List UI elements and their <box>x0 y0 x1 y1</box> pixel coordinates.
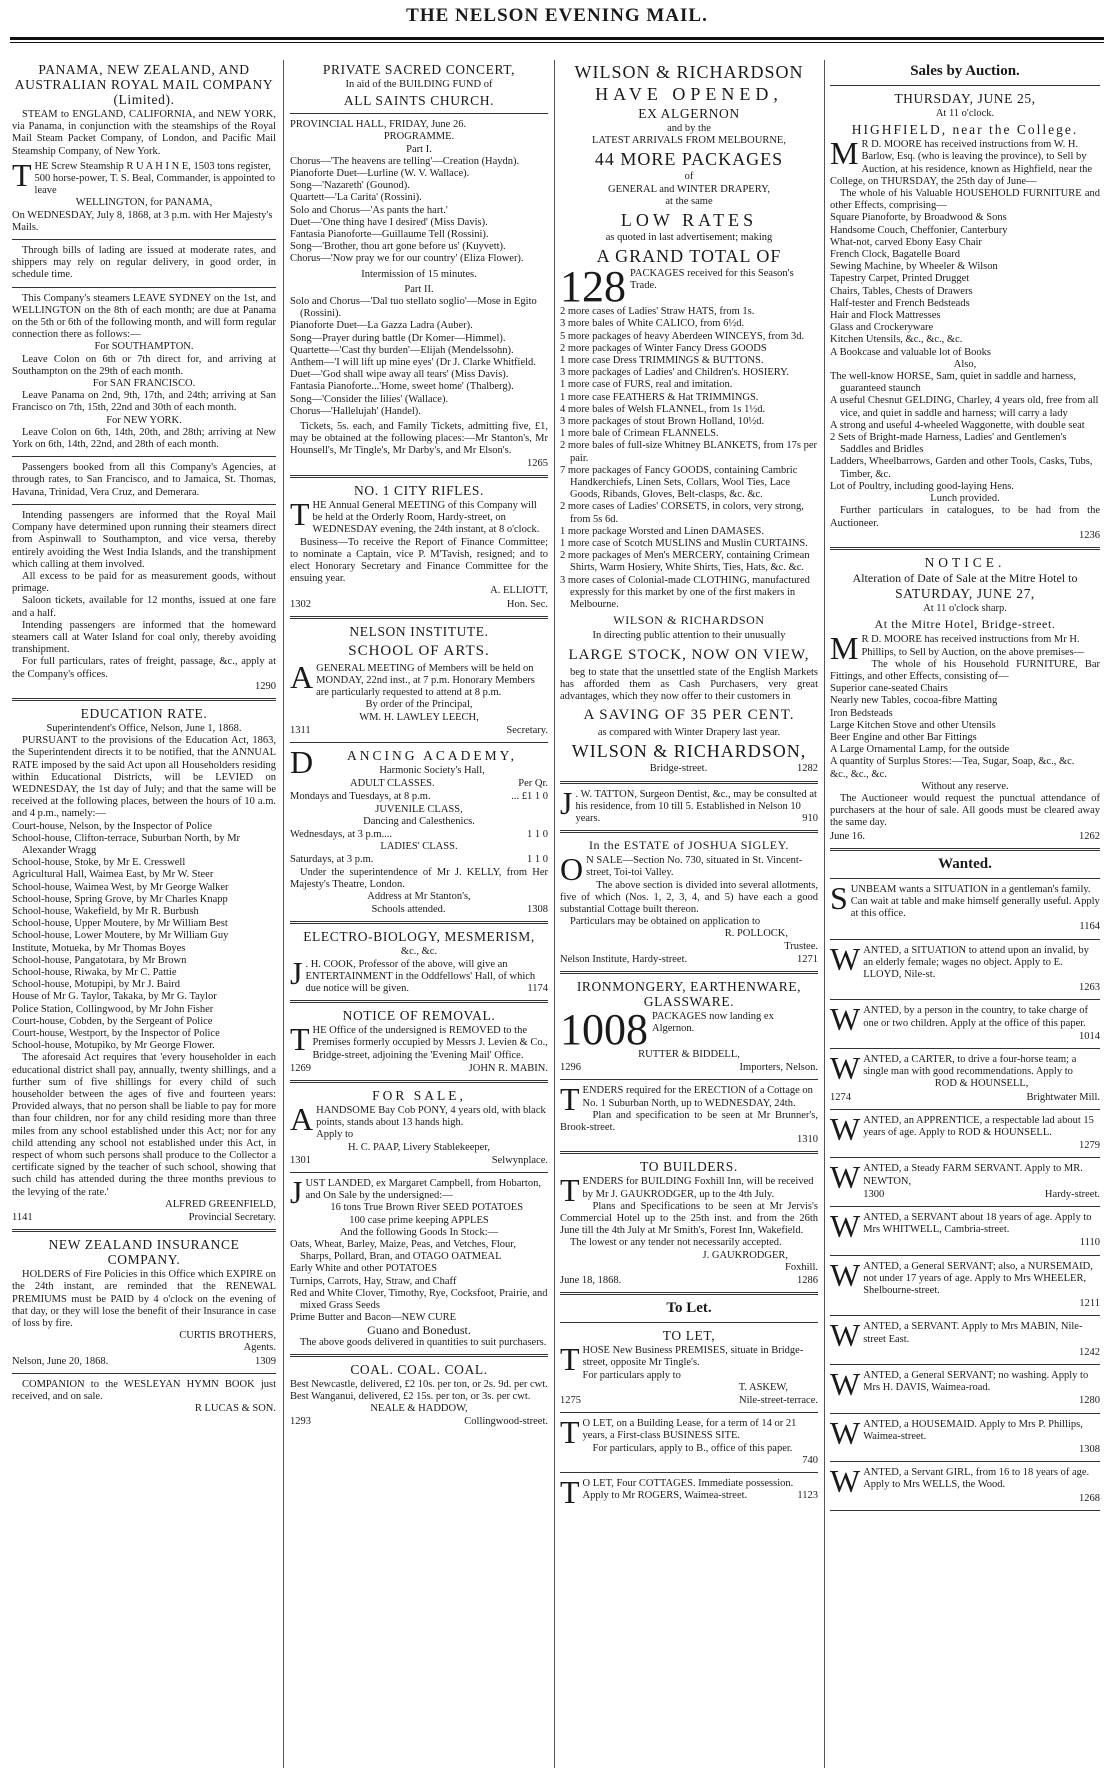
list-item: Court-house, Nelson, by the Inspector of Police <box>12 820 213 832</box>
programme-item: Pianoforte Duet—Lurline (W. V. Wallace). <box>290 168 470 180</box>
coal-ad: COAL. COAL. COAL. Best Newcastle, delivered, £2 10s. per ton, or 2s. 9d. per cwt. Best Wanganui, delivered, £2 15s. per ton, or 3s. per cwt. NEALE & HADDOW, 1293 Collingwood-street. <box>290 1361 548 1428</box>
list-item: 2 more cases of Ladies' CORSETS, in colors, very strong, from 5s 6d. <box>560 501 804 525</box>
royal-mail-ad: PANAMA, NEW ZEALAND, AND AUSTRALIAN ROYAL MAIL COMPANY (Limited). STEAM to ENGLAND, CALIFORNIA, and NEW YORK, via Panama, in conjunction with the steamships of the Royal Mail Steam Packet Company, of London, and Pacific Mail Steamship Company, of New York. THE Screw Steamship R U A H I N E, 1503 tons register, 500 horse-power, T. S. Beal, Commander, is appointed to leave WELLINGTON, for PANAMA, On WEDNESDAY, July 8, 1868, at 3 p.m. with Her Majesty's Mails. Through bills of lading are issued at moderate rates, and shippers may rely on regular delivery, in good order, in schedule time. This Company's steamers LEAVE SYDNEY on the 1st, and WELLINGTON on the 8th of each month; are due at Panama on the 5th or 6th of the following month, and will form regular connection there as follows:— For SOUTHAMPTON. Leave Colon on 6th or 7th direct for, and arriving at Southampton on the 29th of each month. For SAN FRANCISCO. Leave Panama on 2nd, 9th, 17th, and 24th; arriving at San Francisco on 7th, 15th, 22nd and 30th of each month. For NEW YORK. Leave Colon on 6th, 14th, 20th, and 28th; arriving at New York on 6th, 14th, 22nd, and 28th of each month. Passengers booked from all this Company's Agencies, at through rates, to San Francisco, and to Jamaica, St. Thomas, Havana, Trinidad, Vera Cruz, and Demerara. Intending passengers are informed that the Royal Mail Company have determined upon running their steamers direct from Aspinwall to Southampton, and vice versa, thereby entirely avoiding the West India Islands, and the transhipment which calling at them involved. All excess to be paid for as measurement goods, without primage. Saloon tickets, available for 12 months, issued at one fare and a half. Intending passengers are informed that the homeward steamers call at Water Island for coal only, thereby avoiding transhipment. For full particulars, rates of freight, passage, &c., apply at the Company's offices. 1290 <box>12 62 276 692</box>
drop-cap: W <box>830 1256 861 1293</box>
drapery-list <box>560 306 818 611</box>
column-3 <box>560 60 818 1768</box>
tatton-dentist-ad: J . W. TATTON, Surgeon Dentist, &c., may be consulted at his residence, from 10 till 5. Established in Nelson 10 years. 910 <box>560 784 818 824</box>
list-item: Square Pianoforte, by Broadwood & Sons <box>830 212 1007 224</box>
list-item: 3 more packages of stout Brown Holland, 10½d. <box>560 416 765 428</box>
list-item: Glass and Crockeryware <box>830 322 934 334</box>
programme-item: Solo and Chorus—'Dal tuo stellato soglio'—Mose in Egito (Rossini). <box>290 296 537 320</box>
list-item: 2 more bales of full-size Whitney BLANKETS, from 17s per pair. <box>560 440 817 464</box>
wanted-ad: WANTED, a CARTER, to drive a four-horse team; a single man with good recommendations. Apply to ROD & HOUNSELL, 1274 Brightwater Mill. <box>830 1050 1100 1103</box>
drop-cap: W <box>830 1414 861 1451</box>
list-item: 2 more packages of Men's MERCERY, containing Crimean Shirts, Warm Hosiery, White Shirts, Ties, Hats, &c. &c. <box>560 550 810 574</box>
education-rate-ad: EDUCATION RATE. Superintendent's Office, Nelson, June 1, 1868. PURSUANT to the provisions of the Education Act, 1863, the Superintendent directs it to be notified, that the ANNUAL RATE imposed by the said Act upon all Householders residing within Educational Districts, will be LEVIED on WEDNESDAY, the 1st day of July; and that the same will be received at the following places, between the hours of 10 a.m. and 4 p.m., namely:— Court-house, Nelson, by the Inspector of Police School-house, Clifton-terrace, Suburban North, by Mr Alexander Wragg School-house, Stoke, by Mr E. Cresswell Agricultural Hall, Waimea East, by Mr W. Steer School-house, Waimea West, by Mr George Walker School-house, Spring Grove, by Mr Charles Knapp School-house, Wakefield, by Mr R. Burbush School-house, Upper Moutere, by Mr William Best School-house, Lower Moutere, by Mr William Guy Institute, Motueka, by Mr Thomas Boyes School-house, Pangatotara, by Mr Brown School-house, Riwaka, by Mr C. Pattie School-house, Motupipi, by Mr J. Baird House of Mr G. Taylor, Takaka, by Mr G. Taylor Police Station, Collingwood, by Mr John Fisher Court-house, Cobden, by the Sergeant of Police Court-house, Westport, by the Inspector of Police School-house, Motupiko, by Mr George Flower. The aforesaid Act requires that 'every householder in each educational district shall pay, annually, twenty shillings, and a further sum of five shillings for every child of such householder between the ages of five and fourteen years: Provided always, that no person shall be liable to pay for more than four children, nor for any child residing more than three miles from any school established under this Act; nor for any child attending any school not established under this Act, in respect of whom such persons shall produce to the Collector a certificate signed by the teacher of such school, showing that such child has attended during the three months previous to the levying of the rate.' ALFRED GREENFIELD, 1141 Provincial Secretary. <box>12 705 276 1224</box>
list-item: What-not, carved Ebony Easy Chair <box>830 236 982 248</box>
wanted-ad: WANTED, a General SERVANT; no washing. Apply to Mrs H. DAVIS, Waimea-road. 1280 <box>830 1366 1100 1407</box>
wanted-ad: WANTED, a SERVANT. Apply to Mrs MABIN, Nile-street East. 1242 <box>830 1317 1100 1358</box>
city-rifles-ad: NO. 1 CITY RIFLES. THE Annual General MEETING of this Company will be held at the Orderly Room, Hardy-street, on WEDNESDAY evening, the 24th instant, at 8 o'clock. Business—To receive the Report of Finance Committee; to nominate a Captain, vice P. M'Tavish, resigned; and to elect Honorary Secretary and Finance Committee for the ensuing year. A. ELLIOTT, 1302 Hon. Sec. <box>290 482 548 610</box>
drop-cap: W <box>830 1159 861 1196</box>
wanted-ads-list <box>830 879 1100 1511</box>
list-item: A quantity of Surplus Stores:—Tea, Sugar, Soap, &c., &c. <box>830 756 1075 768</box>
list-item: School-house, Spring Grove, by Mr Charles Knapp <box>12 893 228 905</box>
list-item: School-house, Motupipi, by Mr J. Baird <box>12 979 180 991</box>
list-item: Lot of Poultry, including good-laying Hens. <box>830 480 1014 492</box>
wanted-ad: WANTED, a SERVANT about 18 years of age. Apply to Mrs WHITWELL, Cambria-street. 1110 <box>830 1208 1100 1249</box>
ad-heading: WILSON & RICHARDSON <box>574 62 804 82</box>
section-heading: To Let. <box>666 1300 712 1317</box>
list-item: School-house, Upper Moutere, by Mr William Best <box>12 918 228 930</box>
list-item: Court-house, Cobden, by the Sergeant of Police <box>12 1015 213 1027</box>
hymn-book-ad: COMPANION to the WESLEYAN HYMN BOOK just received, and on sale. R LUCAS & SON. <box>12 1378 276 1415</box>
furniture-list <box>830 212 1100 358</box>
building-lease-ad: T O LET, on a Building Lease, for a term of 14 or 21 years, a First-class BUSINESS SITE. For particulars, apply to B., office of this paper. 740 <box>560 1414 818 1466</box>
programme-item: Song—'Nazareth' (Gounod). <box>290 180 410 192</box>
programme-item: Fantasia Pianoforte...'Home, sweet home' (Thalberg). <box>290 381 514 393</box>
list-item: 3 more cases of Colonial-made CLOTHING, manufactured expressly for this market by one of the first makers in Melbourne. <box>560 574 810 611</box>
ad-heading: FOR SALE, <box>372 1088 466 1103</box>
ad-heading: NOTICE OF REMOVAL. <box>342 1008 496 1024</box>
list-item: School-house, Riwaka, by Mr C. Pattie <box>12 967 177 978</box>
wilson-richardson-ad: WILSON & RICHARDSON HAVE OPENED, EX ALGERNON and by the LATEST ARRIVALS FROM MELBOURNE, 44 MORE PACKAGES of GENERAL and WINTER DRAPERY, at the same LOW RATES as quoted in last advertisement; making A GRAND TOTAL OF 128 PACKAGES received for this Season's Trade. 2 more cases of Ladies' Straw HATS, from 1s. 3 more bales of White CALICO, from 6½d. 5 more packages of heavy Aberdeen WINCEYS, from 3d. 2 more packages of Winter Fancy Dress GOODS 1 more case Dress TRIMMINGS & BUTTONS. 3 more packages of Ladies' and Children's. HOSIERY. 1 more case of FURS, real and imitation. 1 more case FEATHERS & Hat TRIMMINGS. 4 more bales of Welsh FLANNEL, from 1s 1½d. 3 more packages of stout Brown Holland, 10½d. 1 more bale of Crimean FLANNELS. 2 more bales of full-size Whitney BLANKETS, from 17s per pair. 7 more packages of Fancy GOODS, containing Cambric Handkerchiefs, Linen Sets, Collars, Wool Ties, Lace Goods, Ribands, Gloves, Belt-clasps, &c. &c. 2 more cases of Ladies' CORSETS, in colors, very strong, from 5s 6d. 1 more package Worsted and Linen DAMASES. 1 more case of Scotch MUSLINS and Muslin CURTAINS. 2 more packages of Men's MERCERY, containing Crimean Shirts, Warm Hosiery, White Shirts, Ties, Hats, &c. &c. 3 more cases of Colonial-made CLOTHING, manufactured expressly for this market by one of the first makers in Melbourne. WILSON & RICHARDSON In directing public attention to their unusually LARGE STOCK, NOW ON VIEW, beg to state that the unsettled state of the English Markets has afforded them as Cash Purchasers, very great advantages, which they now offer to their customers in A SAVING OF 35 PER CENT. as compared with Winter Drapery last year. WILSON & RICHARDSON, Bridge-street. 1282 <box>560 62 818 775</box>
wanted-ad: WANTED, a SITUATION to attend upon an invalid, by an elderly female; wages no object. Apply to E. LLOYD, Nile-st. 1263 <box>830 940 1100 994</box>
list-item: Nearly new Tables, cocoa-fibre Matting <box>830 695 998 707</box>
programme-part-2 <box>290 296 548 418</box>
programme-item: Quartett—'La Carita' (Rossini). <box>290 192 422 204</box>
list-item: Sewing Machine, by Wheeler & Wilson <box>830 261 998 273</box>
drop-cap: W <box>830 1208 861 1245</box>
ad-heading: NELSON INSTITUTE. <box>349 623 489 639</box>
list-item: 5 more packages of heavy Aberdeen WINCEYS, from 3d. <box>560 330 805 342</box>
list-item: School-house, Lower Moutere, by Mr William Guy <box>12 930 229 942</box>
programme-item: Solo and Chorus—'As pants the hart.' <box>290 204 448 216</box>
livestock-list <box>830 371 1100 493</box>
list-item: 2 Sets of Bright-made Harness, Ladies' and Gentlemen's Saddles and Bridles <box>830 432 1067 456</box>
drop-cap: S <box>830 879 848 916</box>
wanted-ad: WANTED, a General SERVANT; also, a NURSEMAID, not under 17 years of age. Apply to Mrs WHEELER, Shelbourne-street. 1211 <box>830 1256 1100 1310</box>
masthead <box>10 2 1104 52</box>
programme-item: Duet—'One thing have I desired' (Miss Davis). <box>290 216 488 228</box>
ad-heading: PANAMA, NEW ZEALAND, AND AUSTRALIAN ROYAL MAIL COMPANY (Limited). <box>14 62 274 107</box>
programme-item: Quartette—'Cast thy burden'—Elijah (Mendelssohn). <box>290 344 514 356</box>
list-item: A strong and useful 4-wheeled Waggonette, with double seat <box>830 419 1085 431</box>
list-item: Half-tester and French Bedsteads <box>830 297 970 309</box>
wanted-section <box>830 856 1100 1516</box>
list-item: 4 more bales of Welsh FLANNEL, from 1s 1½d. <box>560 403 766 415</box>
wanted-ad: WANTED, a HOUSEMAID. Apply to Mrs P. Phillips, Waimea-street. 1308 <box>830 1414 1100 1456</box>
programme-item: Fantasia Pianoforte—Guillaume Tell (Rossini). <box>290 229 489 241</box>
list-item: Large Kitchen Stove and other Utensils <box>830 719 996 731</box>
list-item: 1 more case Dress TRIMMINGS & BUTTONS. <box>560 355 764 367</box>
list-item: Hair and Flock Mattresses <box>830 310 941 322</box>
drop-cap: T <box>12 156 32 193</box>
sacred-concert-ad: PRIVATE SACRED CONCERT, In aid of the BUILDING FUND of ALL SAINTS CHURCH. PROVINCIAL HALL, FRIDAY, June 26. PROGRAMME. Part I. Chorus—'The heavens are telling'—Creation (Haydn). Pianoforte Duet—Lurline (W. V. Wallace). Song—'Nazareth' (Gounod). Quartett—'La Carita' (Rossini). Solo and Chorus—'As pants the hart.' Duet—'One thing have I desired' (Miss Davis). Fantasia Pianoforte—Guillaume Tell (Rossini). Song—'Brother, thou art gone before us' (Kuyvett). Chorus—'Now pray we for our country' (Eliza Flower). Intermission of 15 minutes. Part II. Solo and Chorus—'Dal tuo stellato soglio'—Mose in Egito (Rossini). Pianoforte Duet—La Gazza Ladra (Auber). Song—Prayer during battle (Dr Komer—Himmel). Quartette—'Cast thy burden'—Elijah (Mendelssohn). Anthem—'I will lift up mine eyes' (Dr J. Clarke Whitfield. Duet—'God shall wipe away all tears' (Miss Davis). Fantasia Pianoforte...'Home, sweet home' (Thalberg). Song—'Consider the lilies' (Wallace). Chorus—'Hallelujah' (Handel). Tickets, 5s. each, and Family Tickets, admitting five, £1, may be obtained at the following places:—Mr Stanton's, Mr Hounsell's, Mr Tingle's, Mr Darby's, and Mr Elson's. 1265 <box>290 62 548 469</box>
ad-heading: COAL. COAL. COAL. <box>350 1361 488 1377</box>
wanted-ad: WANTED, an APPRENTICE, a respectable lad about 15 years of age. Apply to ROD & HOUNSELL. 1279 <box>830 1110 1100 1152</box>
list-item: School-house, Wakefield, by Mr R. Burbush <box>12 905 199 917</box>
drop-cap: W <box>830 1366 861 1403</box>
list-item: A Bookcase and valuable lot of Books <box>830 346 991 358</box>
list-item: Police Station, Collingwood, by Mr John Fisher <box>12 1003 214 1015</box>
list-item: House of Mr G. Taylor, Takaka, by Mr G. Taylor <box>12 991 217 1003</box>
list-item: Tapestry Carpet, Printed Drugget <box>830 273 970 285</box>
list-item: Kitchen Utensils, &c., &c., &c. <box>830 334 963 346</box>
list-item: 1 more bale of Crimean FLANNELS. <box>560 428 719 440</box>
ad-heading: In the ESTATE of JOSHUA SIGLEY. <box>588 838 790 853</box>
list-item: Institute, Motueka, by Mr Thomas Boyes <box>12 942 186 954</box>
ironmongery-ad: IRONMONGERY, EARTHENWARE, GLASSWARE. 1008 PACKAGES now landing ex Algernon. RUTTER & BIDDELL, 1296 Importers, Nelson. <box>560 978 818 1074</box>
list-item: French Clock, Bagatelle Board <box>830 249 961 261</box>
sigley-estate-ad: In the ESTATE of JOSHUA SIGLEY. O N SALE—Section No. 730, situated in St. Vincent-street, Toi-toi Valley. The above section is divided into several allotments, five of which (Nos. 1, 2, 3, 4, and 5) have each a good substantial Cottage built thereon. Particulars may be obtained on application to R. POLLOCK, Trustee. Nelson Institute, Hardy-street. 1271 <box>560 838 818 965</box>
list-item: Court-house, Westport, by the Inspector of Police <box>12 1028 220 1040</box>
cottage-tenders-ad: TENDERS required for the ERECTION of a Cottage on No. 1 Suburban North, up to WEDNESDAY, 24th. Plan and specification to be seen at Mr Brunner's, Brook-street. 1310 <box>560 1081 818 1146</box>
list-item: The well-know HORSE, Sam, quiet in saddle and harness, guaranteed staunch <box>830 371 1076 395</box>
masthead-title: THE NELSON EVENING MAIL. <box>406 5 708 26</box>
package-count: 128 <box>560 268 626 307</box>
list-item: 3 more bales of White CALICO, from 6½d. <box>560 318 745 330</box>
drop-cap: W <box>830 1050 861 1086</box>
ad-heading: PRIVATE SACRED CONCERT, <box>322 62 516 77</box>
pony-for-sale-ad: FOR SALE, AHANDSOME Bay Cob PONY, 4 years old, with black points, stands about 13 hands high. Apply to H. C. PAAP, Livery Stablekeeper, 1301 Selwynplace. <box>290 1088 548 1166</box>
drop-cap: W <box>830 940 861 977</box>
column-4 <box>830 60 1100 1768</box>
wanted-ad: SUNBEAM wants a SITUATION in a gentleman's family. Can wait at table and make himself generally useful. Apply at this office. 1164 <box>830 879 1100 933</box>
programme-item: Chorus—'Now pray we for our country' (Eliza Flower). <box>290 253 524 265</box>
nelson-institute-ad: NELSON INSTITUTE. SCHOOL OF ARTS. AGENERAL MEETING of Members will be held on MONDAY, 22nd inst., at 7 p.m. Honorary Members are particularly requested to attend at 8 p.m. By order of the Principal, WM. H. LAWLEY LEECH, 1311 Secretary. <box>290 623 548 736</box>
list-item: Iron Bedsteads <box>830 707 893 719</box>
list-item: 1 more case FEATHERS & Hat TRIMMINGS. <box>560 391 759 403</box>
list-item: Superior cane-seated Chairs <box>830 683 948 695</box>
list-item: School-house, Clifton-terrace, Suburban North, by Mr Alexander Wragg <box>12 832 241 856</box>
drop-cap: W <box>830 1001 861 1038</box>
programme-part-1 <box>290 156 548 266</box>
programme-item: Anthem—'I will lift up mine eyes' (Dr J. Clarke Whitfield. <box>290 357 536 369</box>
ad-heading: NOTICE. <box>924 554 1006 570</box>
column-1 <box>12 60 276 1768</box>
list-item: Handsome Couch, Cheffonier, Canterbury <box>830 224 1008 236</box>
to-builders-ad: TO BUILDERS. TENDERS for BUILDING Foxhill Inn, will be received by Mr J. GAUKRODGER, up to the 4th July. Plans and Specifications to be seen at Mr Jervis's Commercial Hotel up to the 25th inst. and from the 26th June till the 4th July at Mr Smith's, Forest Inn, Wakefield. The lowest or any tender not necessarily accepted. J. GAUKRODGER, Foxhill. June 18, 1868. 1286 <box>560 1159 818 1286</box>
just-landed-ad: JUST LANDED, ex Margaret Campbell, from Hobarton, and On Sale by the undersigned:— 16 tons True Brown River SEED POTATOES 100 case prime keeping APPLES And the following Goods In Stock:— Oats, Wheat, Barley, Maize, Peas, and Vetches, Flour, Sharps, Pollard, Bran, and OTAGO OATMEAL Early White and other POTATOES Turnips, Carrots, Hay, Straw, and Chaff Red and White Clover, Timothy, Rye, Cocksfoot, Prairie, and mixed Grass Seeds Prime Butter and Bacon—NEW CURE Guano and Bonedust. The above goods delivered in quantities to suit purchasers. <box>290 1174 548 1348</box>
electro-biology-ad: ELECTRO-BIOLOGY, MESMERISM, &c., &c. J . H. COOK, Professor of the above, will give an ENTERTAINMENT in the Oddfellows' Hall, of which due notice will be given. 1174 <box>290 929 548 994</box>
section-heading: Wanted. <box>938 855 992 872</box>
list-item: Ladders, Wheelbarrows, Garden and other Tools, Casks, Tubs, Timber, &c. <box>830 456 1093 480</box>
list-item: School-house, Pangatotara, by Mr Brown <box>12 954 187 966</box>
list-item: &c., &c., &c. <box>830 768 887 780</box>
list-item: 2 more packages of Winter Fancy Dress GOODS <box>560 342 767 354</box>
drop-cap: W <box>830 1110 861 1147</box>
list-item: A useful Chesnut GELDING, Charley, 4 years old, free from all vice, and quiet in saddle and harness; will carry a lady <box>830 395 1099 419</box>
list-item: School-house, Waimea West, by Mr George Walker <box>12 881 229 893</box>
programme-item: Song—'Brother, thou art gone before us' (Kuyvett). <box>290 241 506 253</box>
programme-item: Chorus—'The heavens are telling'—Creation (Haydn). <box>290 155 520 167</box>
ad-heading: NO. 1 CITY RIFLES. <box>354 482 484 498</box>
nz-insurance-ad: NEW ZEALAND INSURANCE COMPANY. HOLDERS of Fire Policies in this Office which EXPIRE on the 24th instant, are reminded that the RENEWAL PREMIUMS must be PAID by 4 o'clock on the evening of that day, or they will lose the benefit of their Insurance in case of loss by fire. CURTIS BROTHERS, Agents. Nelson, June 20, 1868. 1309 <box>12 1237 276 1367</box>
list-item: 1 more case of FURS, real and imitation. <box>560 379 733 391</box>
drop-cap: W <box>830 1317 861 1354</box>
cottages-to-let-ad: T O LET, Four COTTAGES. Immediate possession. Apply to Mr ROGERS, Waimea-street. 1123 <box>560 1474 818 1511</box>
list-item: 3 more packages of Ladies' and Children's. HOSIERY. <box>560 367 790 379</box>
programme-item: Song—Prayer during battle (Dr Komer—Himmel). <box>290 332 506 344</box>
ad-heading: TO BUILDERS. <box>640 1159 738 1175</box>
wanted-ad: WANTED, by a person in the country, to take charge of one or two children. Apply at the office of this paper. 1014 <box>830 1001 1100 1042</box>
ad-heading: IRONMONGERY, EARTHENWARE, GLASSWARE. <box>576 978 802 1009</box>
list-item: 1 more package Worsted and Linen DAMASES. <box>560 525 764 537</box>
mitre-hotel-notice-ad: NOTICE. Alteration of Date of Sale at the Mitre Hotel to SATURDAY, JUNE 27, At 11 o'clock sharp. At the Mitre Hotel, Bridge-street. M R D. MOORE has received instructions from Mr H. Phillips, to Sell by Auction, on the above premises— The whole of his Household FURNITURE, Bar Fittings, and other Effects, consisting of— Superior cane-seated Chairs Nearly new Tables, cocoa-fibre Matting Iron Bedsteads Large Kitchen Stove and other Utensils Beer Engine and other Bar Fittings A Large Ornamental Lamp, for the outside A quantity of Surplus Stores:—Tea, Sugar, Soap, &c., &c. &c., &c., &c. Without any reserve. The Auctioneer would request the punctual attendance of purchasers at the hour of sale. All goods must be cleared away the same day. June 16. 1262 <box>830 554 1100 842</box>
ad-heading: NEW ZEALAND INSURANCE COMPANY. <box>48 1237 240 1268</box>
list-item: A Large Ornamental Lamp, for the outside <box>830 744 1010 756</box>
ad-heading: ELECTRO-BIOLOGY, MESMERISM, <box>303 929 535 945</box>
highfield-auction-ad: Sales by Auction. THURSDAY, JUNE 25, At 11 o'clock. HIGHFIELD, near the College. M R D. MOORE has received instructions from W. H. Barlow, Esq. (who is leaving the province), to Sell by Auction, at his residence, known as Highfield, near the College, on THURSDAY, the 25th day of June— The whole of his Valuable HOUSEHOLD FURNITURE and other Effects, comprising— Square Pianoforte, by Broadwood & Sons Handsome Couch, Cheffonier, Canterbury What-not, carved Ebony Easy Chair French Clock, Bagatelle Board Sewing Machine, by Wheeler & Wilson Tapestry Carpet, Printed Drugget Chairs, Tables, Chests of Drawers Half-tester and French Bedsteads Hair and Flock Mattresses Glass and Crockeryware Kitchen Utensils, &c., &c., &c. A Bookcase and valuable lot of Books Also, The well-know HORSE, Sam, quiet in saddle and harness, guaranteed staunch A useful Chesnut GELDING, Charley, 4 years old, free from all vice, and quiet in saddle and harness; will carry a lady A strong and useful 4-wheeled Waggonette, with double seat 2 Sets of Bright-made Harness, Ladies' and Gentlemen's Saddles and Bridles Ladders, Wheelbarrows, Garden and other Tools, Casks, Tubs, Timber, &c. Lot of Poultry, including good-laying Hens. Lunch provided. Further particulars in catalogues, to be had from the Auctioneer. 1236 <box>830 63 1100 541</box>
list-item: Agricultural Hall, Waimea East, by Mr W. Steer <box>12 869 214 881</box>
list-item: School-house, Stoke, by Mr E. Cresswell <box>12 857 186 869</box>
programme-item: Pianoforte Duet—La Gazza Ladra (Auber). <box>290 320 473 332</box>
to-let-section: To Let. TO LET, THOSE New Business PREMISES, situate in Bridge-street, opposite Mr Tingle's. For particulars apply to T. ASKEW, 1275 Nile-street-terrace. <box>560 1300 818 1407</box>
bar-fittings-list <box>830 683 1100 781</box>
programme-item: Chorus—'Hallelujah' (Handel). <box>290 405 421 417</box>
list-item: 1 more case of Scotch MUSLINS and Muslin CURTAINS. <box>560 538 808 550</box>
list-item: 2 more cases of Ladies' Straw HATS, from 1s. <box>560 306 755 318</box>
drop-cap: W <box>830 1463 861 1500</box>
dancing-academy-ad: D ANCING ACADEMY, Harmonic Society's Hall, ADULT CLASSES. Per Qr. Mondays and Tuesdays, at 8 p.m. ... £1 1 0 JUVENILE CLASS, Dancing and Calesthenics. Wednesdays, at 3 p.m.... 1 1 0 LADIES' CLASS. Saturdays, at 3 p.m. 1 1 0 Under the superintendence of Mr J. KELLY, from Her Majesty's Theatre, London. Address at Mr Stanton's, Schools attended. 1308 <box>290 743 548 916</box>
wanted-ad: WANTED, a Steady FARM SERVANT. Apply to MR. NEWTON, 1300 Hardy-street. <box>830 1159 1100 1200</box>
programme-item: Song—'Consider the lilies' (Wallace). <box>290 393 449 405</box>
column-2 <box>290 60 548 1768</box>
ad-heading: EDUCATION RATE. <box>80 705 208 721</box>
list-item: School-house, Motupiko, by Mr George Flower. <box>12 1040 215 1052</box>
programme-item: Duet—'God shall wipe away all tears' (Miss Davis). <box>290 369 509 381</box>
notice-of-removal-ad: NOTICE OF REMOVAL. THE Office of the undersigned is REMOVED to the Premises formerly occupied by Messrs J. Levien & Co., Bridge-street, adjoining the 'Evening Mail' Office. 1269 JOHN R. MABIN. <box>290 1008 548 1074</box>
list-item: 7 more packages of Fancy GOODS, containing Cambric Handkerchiefs, Linen Sets, Collars, Wool Ties, Lace Goods, Ribands, Gloves, Belt-clasps, &c. &c. <box>560 464 798 501</box>
section-heading: Sales by Auction. <box>910 63 1020 79</box>
collection-places-list <box>12 821 276 1053</box>
list-item: Beer Engine and other Bar Fittings <box>830 731 977 743</box>
list-item: Chairs, Tables, Chests of Drawers <box>830 285 973 297</box>
wanted-ad: WANTED, a Servant GIRL, from 16 to 18 years of age. Apply to Mrs WELLS, the Wood. 1268 <box>830 1463 1100 1504</box>
